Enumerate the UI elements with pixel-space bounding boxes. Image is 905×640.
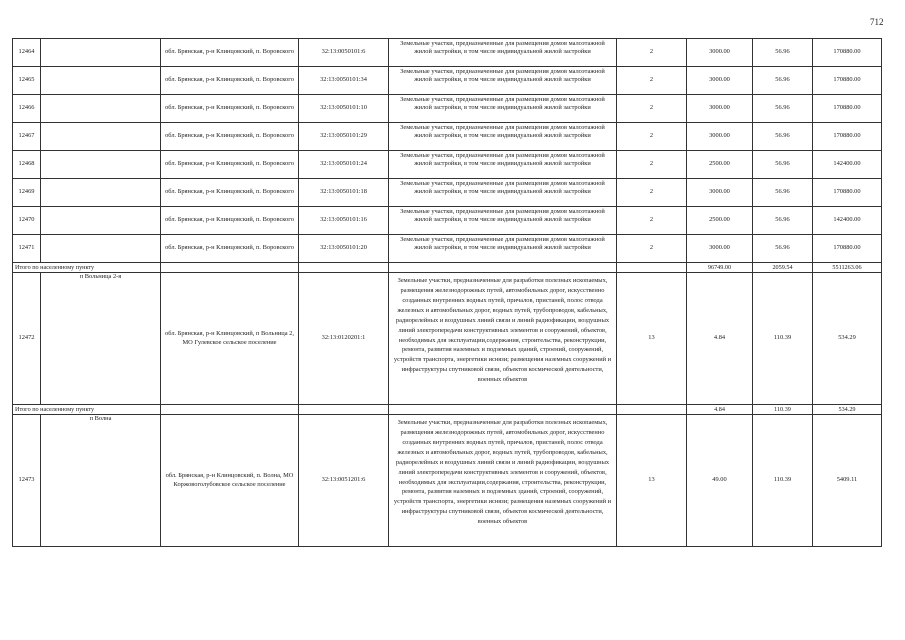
record-value: 170880.00 [813, 95, 882, 123]
record-cadastral-number: 32:13:0051201:6 [299, 415, 389, 547]
total-label: Итого по населенному пункту [13, 405, 161, 415]
record-area: 2500.00 [687, 151, 753, 179]
record-cadastral-number: 32:13:0050101:6 [299, 39, 389, 67]
record-code: 2 [617, 67, 687, 95]
record-area: 49.00 [687, 415, 753, 547]
table-row [13, 123, 882, 151]
settlement-cell [41, 179, 161, 207]
empty-cell [389, 405, 617, 415]
settlement-cell [41, 151, 161, 179]
table-row [13, 273, 882, 405]
record-value: 142400.00 [813, 151, 882, 179]
record-rate: 56.96 [753, 151, 813, 179]
table-row [13, 151, 882, 179]
settlement-name: п Волна [41, 415, 161, 547]
total-rate: 110.39 [753, 405, 813, 415]
record-address: обл. Брянская, р-н Клинцовский, п Вольница 2, МО Гулевское сельское поселение [161, 273, 299, 405]
empty-cell [299, 263, 389, 273]
record-area: 3000.00 [687, 95, 753, 123]
record-description: Земельные участки, предназначенные для разработки полезных ископаемых, размещения железнодорожных путей, автомобильных дорог, искусственно созданных внутренних водных путей, причалов, пристаней, полос отвода железных и автомобильных дорог, водных путей, трубопроводов, кабельных, радиорелейных и воздушных линий связи и линий радиофикации, воздушных линий электропередачи конструктивных элементов и сооружений, объектов, необходимых для эксплуатации,содержания, строительства, реконструкции, ремонта, развития наземных и подземных зданий, строений, сооружений, устройств транспорта, энергетики иснязи; размещения наземных сооружений и инфраструктуры спутниковой связи, объектов космической деятельности, военных объектов [389, 273, 617, 405]
record-code: 2 [617, 95, 687, 123]
record-description: Земельные участки, предназначенные для размещения домов малоэтажной жилой застройки, в том числе индивидуальной жилой застройки [389, 235, 617, 263]
record-cadastral-number: 32:13:0120201:1 [299, 273, 389, 405]
settlement-total-row [13, 405, 882, 415]
record-description: Земельные участки, предназначенные для размещения домов малоэтажной жилой застройки, в том числе индивидуальной жилой застройки [389, 151, 617, 179]
record-cadastral-number: 32:13:0050101:34 [299, 67, 389, 95]
record-description: Земельные участки, предназначенные для размещения домов малоэтажной жилой застройки, в том числе индивидуальной жилой застройки [389, 67, 617, 95]
cadastral-table [12, 38, 882, 547]
record-cadastral-number: 32:13:0050101:10 [299, 95, 389, 123]
settlement-cell [41, 67, 161, 95]
record-id: 12470 [13, 207, 41, 235]
record-description: Земельные участки, предназначенные для размещения домов малоэтажной жилой застройки, в том числе индивидуальной жилой застройки [389, 207, 617, 235]
record-area: 4.84 [687, 273, 753, 405]
record-rate: 110.39 [753, 415, 813, 547]
record-id: 12473 [13, 415, 41, 547]
record-rate: 56.96 [753, 207, 813, 235]
settlement-cell [41, 95, 161, 123]
total-area: 96749.00 [687, 263, 753, 273]
record-value: 534.29 [813, 273, 882, 405]
empty-cell [617, 405, 687, 415]
record-value: 170880.00 [813, 67, 882, 95]
record-address: обл. Брянская, р-н Клинцовский, п. Воровского [161, 207, 299, 235]
record-code: 13 [617, 273, 687, 405]
record-code: 2 [617, 39, 687, 67]
empty-cell [299, 405, 389, 415]
record-rate: 56.96 [753, 67, 813, 95]
record-id: 12472 [13, 273, 41, 405]
settlement-cell [41, 39, 161, 67]
table-row [13, 179, 882, 207]
record-rate: 56.96 [753, 235, 813, 263]
record-address: обл. Брянская, р-н Клинцовский, п. Воровского [161, 151, 299, 179]
table-row [13, 207, 882, 235]
record-value: 170880.00 [813, 39, 882, 67]
record-cadastral-number: 32:13:0050101:16 [299, 207, 389, 235]
record-address: обл. Брянская, р-н Клинцовский, п. Воровского [161, 179, 299, 207]
record-code: 2 [617, 235, 687, 263]
record-cadastral-number: 32:13:0050101:20 [299, 235, 389, 263]
record-address: обл. Брянская, р-н Клинцовский, п. Воровского [161, 39, 299, 67]
record-code: 2 [617, 179, 687, 207]
empty-cell [161, 405, 299, 415]
record-area: 3000.00 [687, 235, 753, 263]
settlement-cell [41, 235, 161, 263]
record-address: обл. Брянская, р-н Клинцовский, п. Воровского [161, 235, 299, 263]
total-area: 4.84 [687, 405, 753, 415]
record-address: обл. Брянская, р-н Клинцовский, п. Воровского [161, 67, 299, 95]
record-code: 2 [617, 151, 687, 179]
record-rate: 110.39 [753, 273, 813, 405]
record-description: Земельные участки, предназначенные для размещения домов малоэтажной жилой застройки, в том числе индивидуальной жилой застройки [389, 179, 617, 207]
record-description: Земельные участки, предназначенные для разработки полезных ископаемых, размещения железнодорожных путей, автомобильных дорог, искусственно созданных внутренних водных путей, причалов, пристаней, полос отвода железных и автомобильных дорог, водных путей, трубопроводов, кабельных, радиорелейных и воздушных линий связи и линий радиофикации, воздушных линий электропередачи конструктивных элементов и сооружений, объектов, необходимых для эксплуатации,содержания, строительства, реконструкции, ремонта, развития наземных и подземных зданий, строений, сооружений, устройств транспорта, энергетики иснязи; размещения наземных сооружений и инфраструктуры спутниковой связи, объектов космической деятельности, военных объектов [389, 415, 617, 547]
record-address: обл. Брянская, р-н Клинцовский, п. Воровского [161, 95, 299, 123]
table-row [13, 235, 882, 263]
record-value: 142400.00 [813, 207, 882, 235]
record-rate: 56.96 [753, 95, 813, 123]
record-description: Земельные участки, предназначенные для размещения домов малоэтажной жилой застройки, в том числе индивидуальной жилой застройки [389, 39, 617, 67]
table-row [13, 415, 882, 547]
record-id: 12471 [13, 235, 41, 263]
empty-cell [617, 263, 687, 273]
record-area: 3000.00 [687, 67, 753, 95]
record-area: 3000.00 [687, 179, 753, 207]
settlement-cell [41, 207, 161, 235]
record-code: 13 [617, 415, 687, 547]
record-area: 3000.00 [687, 39, 753, 67]
table-row [13, 67, 882, 95]
record-address: обл. Брянская, р-н Клинцовский, п. Воровского [161, 123, 299, 151]
settlement-total-row [13, 263, 882, 273]
empty-cell [161, 263, 299, 273]
record-code: 2 [617, 207, 687, 235]
record-id: 12464 [13, 39, 41, 67]
record-area: 3000.00 [687, 123, 753, 151]
record-cadastral-number: 32:13:0050101:24 [299, 151, 389, 179]
record-id: 12465 [13, 67, 41, 95]
record-id: 12469 [13, 179, 41, 207]
record-rate: 56.96 [753, 179, 813, 207]
record-cadastral-number: 32:13:0050101:29 [299, 123, 389, 151]
total-label: Итого по населенному пункту [13, 263, 161, 273]
record-value: 170880.00 [813, 235, 882, 263]
record-cadastral-number: 32:13:0050101:18 [299, 179, 389, 207]
table-row [13, 95, 882, 123]
record-description: Земельные участки, предназначенные для размещения домов малоэтажной жилой застройки, в том числе индивидуальной жилой застройки [389, 95, 617, 123]
record-description: Земельные участки, предназначенные для размещения домов малоэтажной жилой застройки, в том числе индивидуальной жилой застройки [389, 123, 617, 151]
table-row [13, 39, 882, 67]
settlement-cell [41, 123, 161, 151]
record-id: 12468 [13, 151, 41, 179]
total-value: 534.29 [813, 405, 882, 415]
record-id: 12467 [13, 123, 41, 151]
record-rate: 56.96 [753, 39, 813, 67]
record-value: 5409.11 [813, 415, 882, 547]
page-number: 712 [870, 17, 884, 27]
total-rate: 2059.54 [753, 263, 813, 273]
settlement-name: п Вольница 2-я [41, 273, 161, 405]
record-rate: 56.96 [753, 123, 813, 151]
record-address: обл. Брянская, р-н Клинцовский, п. Волна, МО Коржовоголубовское сельское поселение [161, 415, 299, 547]
record-value: 170880.00 [813, 123, 882, 151]
record-id: 12466 [13, 95, 41, 123]
record-code: 2 [617, 123, 687, 151]
record-area: 2500.00 [687, 207, 753, 235]
record-value: 170880.00 [813, 179, 882, 207]
total-value: 5511263.06 [813, 263, 882, 273]
empty-cell [389, 263, 617, 273]
